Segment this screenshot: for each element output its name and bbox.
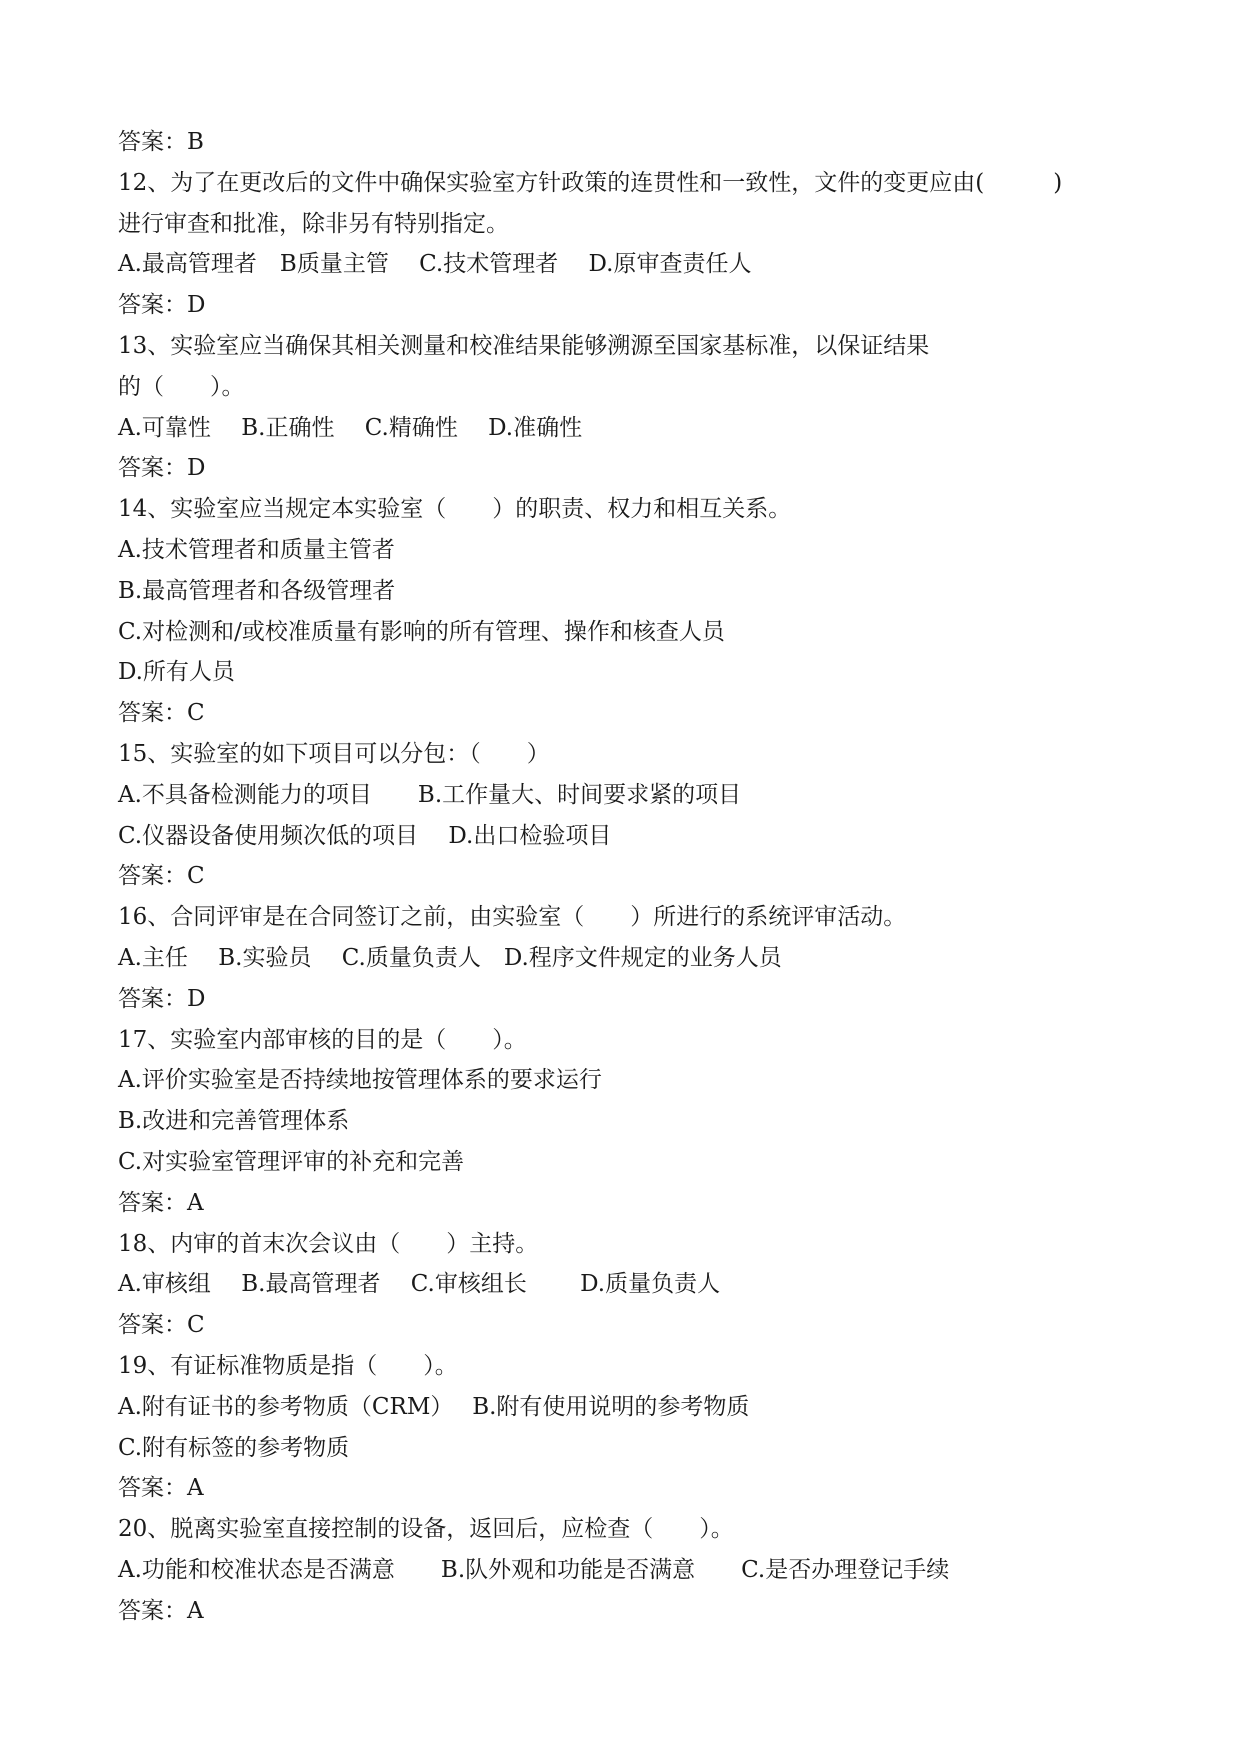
question-16-options: A.主任 B.实验员 C.质量负责人 D.程序文件规定的业务人员 [118,944,782,971]
question-16: 16、合同评审是在合同签订之前，由实验室（ ）所进行的系统评审活动。 [118,904,907,931]
question-14-option-c: C.对检测和/或校准质量有影响的所有管理、操作和核查人员 [118,618,725,645]
answer-line: 答案：A [118,1189,204,1216]
question-15-options-cd: C.仪器设备使用频次低的项目 D.出口检验项目 [118,822,612,849]
question-19: 19、有证标准物质是指（ ）。 [118,1352,458,1379]
question-17-option-b: B.改进和完善管理体系 [118,1108,350,1135]
answer-line: 答案：C [118,1312,205,1339]
question-17: 17、实验室内部审核的目的是（ ）。 [118,1026,527,1053]
answer-line: 答案：D [118,292,206,319]
question-15-options-ab: A.不具备检测能力的项目 B.工作量大、时间要求紧的项目 [118,781,742,808]
question-13: 13、实验室应当确保其相关测量和校准结果能够溯源至国家基标准，以保证结果 [118,332,930,359]
question-18: 18、内审的首末次会议由（ ）主持。 [118,1230,539,1257]
answer-line: 答案：D [118,985,206,1012]
question-12: 12、为了在更改后的文件中确保实验室方针政策的连贯性和一致性，文件的变更应由( ) [118,169,1063,196]
answer-line: 答案：A [118,1475,204,1502]
answer-line: 答案：B [118,129,204,155]
question-19-option-c: C.附有标签的参考物质 [118,1434,350,1461]
question-14: 14、实验室应当规定本实验室（ ）的职责、权力和相互关系。 [118,496,792,523]
question-18-options: A.审核组 B.最高管理者 C.审核组长 D.质量负责人 [118,1271,721,1298]
question-15: 15、实验室的如下项目可以分包：（ ） [118,740,550,767]
question-12-options: A.最高管理者 B质量主管 C.技术管理者 D.原审查责任人 [118,251,752,278]
answer-line: 答案：C [118,863,205,890]
answer-line: 答案：A [118,1597,204,1624]
answer-line: 答案：C [118,700,205,727]
document-body [118,122,1138,1631]
answer-line: 答案：D [118,455,206,482]
question-19-options-ab: A.附有证书的参考物质（CRM） B.附有使用说明的参考物质 [118,1393,750,1420]
question-17-option-a: A.评价实验室是否持续地按管理体系的要求运行 [118,1067,602,1094]
question-14-option-a: A.技术管理者和质量主管者 [118,536,395,563]
question-20-options: A.功能和校准状态是否满意 B.队外观和功能是否满意 C.是否办理登记手续 [118,1556,950,1583]
question-14-option-b: B.最高管理者和各级管理者 [118,577,396,604]
question-20: 20、脱离实验室直接控制的设备，返回后，应检查（ ）。 [118,1516,734,1543]
question-13-continued: 的（ ）。 [118,373,245,400]
question-14-option-d: D.所有人员 [118,659,235,686]
question-12-continued: 进行审查和批准，除非另有特别指定。 [118,210,509,237]
question-13-options: A.可靠性 B.正确性 C.精确性 D.准确性 [118,414,583,441]
question-17-option-c: C.对实验室管理评审的补充和完善 [118,1148,465,1175]
